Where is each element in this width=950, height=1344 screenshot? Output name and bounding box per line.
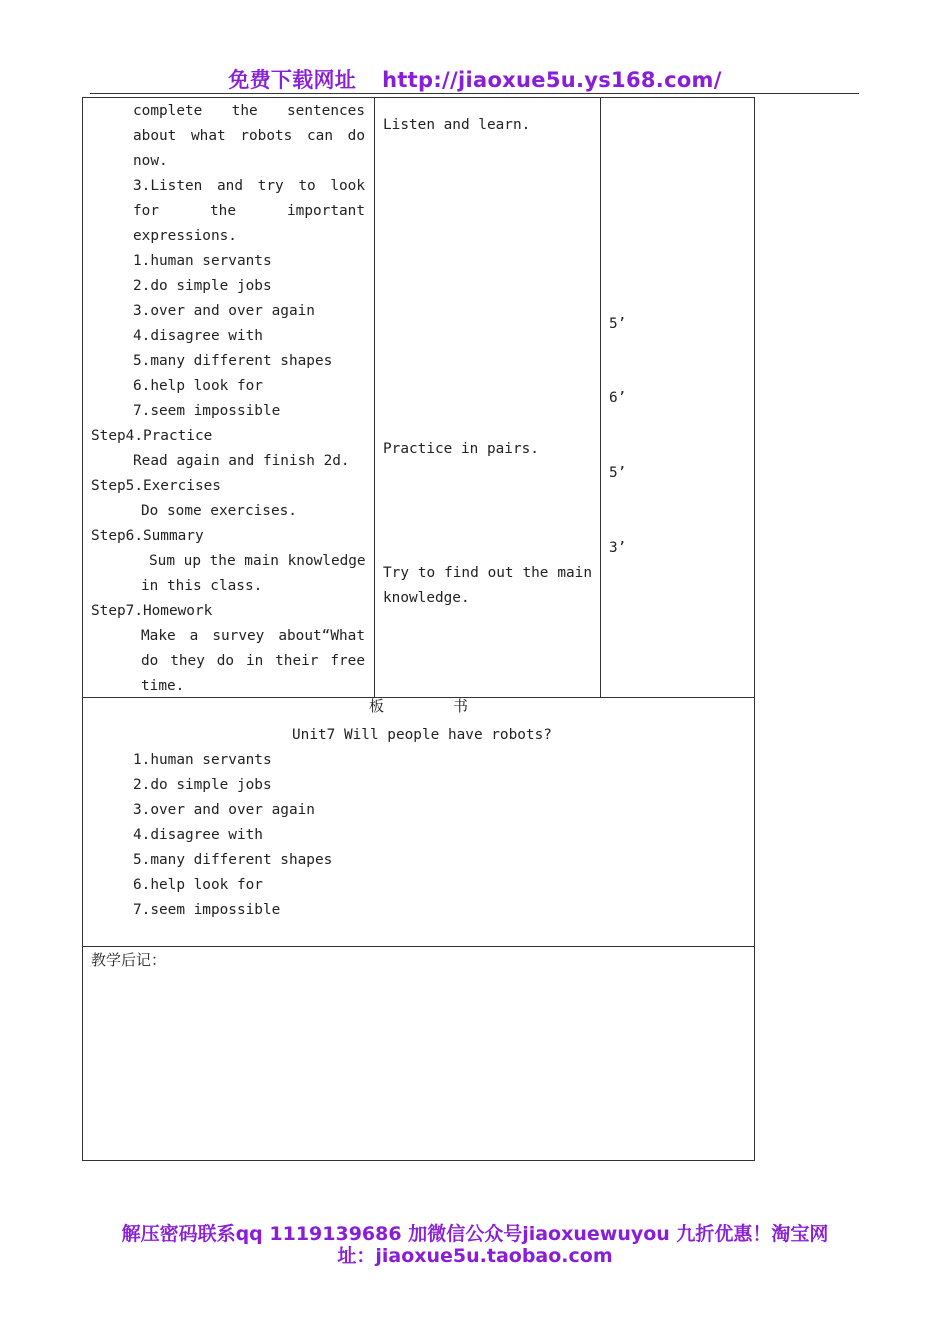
steps-line: Read again and finish 2d.	[133, 453, 350, 469]
blackboard-heading-left: 板	[369, 697, 385, 715]
steps-line: complete the sentences	[133, 103, 365, 119]
steps-line: Sum up the main knowledge	[149, 553, 366, 569]
steps-line: Make a survey about“What	[141, 628, 365, 644]
steps-line: expressions.	[133, 228, 237, 244]
expression-item: 7.seem impossible	[133, 403, 281, 419]
time-value: 5’	[609, 465, 627, 481]
footer-line-1: 解压密码联系qq 1119139686 加微信公众号jiaoxuewuyou 九折优惠！淘宝网	[121, 1223, 829, 1245]
column-divider	[600, 97, 601, 697]
time-value: 5’	[609, 316, 627, 332]
reflection-row	[82, 946, 755, 1161]
blackboard-title: Unit7 Will people have robots?	[292, 727, 552, 743]
steps-line: do they do in their free	[141, 653, 365, 669]
expression-item: 5.many different shapes	[133, 353, 333, 369]
steps-line: 3.Listen and try to look	[133, 178, 365, 194]
step-heading: Step5.Exercises	[91, 478, 221, 494]
header-divider	[90, 93, 859, 94]
expression-item: 2.do simple jobs	[133, 278, 272, 294]
blackboard-item: 7.seem impossible	[133, 902, 281, 918]
expression-item: 1.human servants	[133, 253, 272, 269]
expression-item: 6.help look for	[133, 378, 263, 394]
activity-practice: Practice in pairs.	[383, 441, 539, 457]
steps-line: in this class.	[141, 578, 263, 594]
steps-line: Do some exercises.	[141, 503, 297, 519]
steps-line: for the important	[133, 203, 365, 219]
steps-line: now.	[133, 153, 168, 169]
header-url-link[interactable]: http://jiaoxue5u.ys168.com/	[382, 68, 722, 92]
time-value: 3’	[609, 540, 627, 556]
step-heading: Step7.Homework	[91, 603, 213, 619]
activity-listen: Listen and learn.	[383, 117, 531, 133]
steps-line: time.	[141, 678, 185, 694]
reflection-label: 教学后记：	[91, 951, 167, 969]
blackboard-item: 2.do simple jobs	[133, 777, 272, 793]
expression-item: 3.over and over again	[133, 303, 315, 319]
header-site-label: 免费下载网址	[228, 68, 357, 92]
step-heading: Step4.Practice	[91, 428, 213, 444]
column-divider	[374, 97, 375, 697]
blackboard-item: 4.disagree with	[133, 827, 263, 843]
step-heading: Step6.Summary	[91, 528, 204, 544]
blackboard-heading-right: 书	[453, 697, 469, 715]
blackboard-item: 6.help look for	[133, 877, 263, 893]
time-value: 6’	[609, 390, 627, 406]
blackboard-item: 1.human servants	[133, 752, 272, 768]
footer-line-2: 址：jiaoxue5u.taobao.com	[337, 1245, 613, 1267]
steps-line: about what robots can do	[133, 128, 365, 144]
activity-summary-line: knowledge.	[383, 590, 470, 606]
blackboard-item: 5.many different shapes	[133, 852, 333, 868]
blackboard-item: 3.over and over again	[133, 802, 315, 818]
page-header	[0, 64, 950, 94]
expression-item: 4.disagree with	[133, 328, 263, 344]
activity-summary-line: Try to find out the main	[383, 565, 592, 581]
